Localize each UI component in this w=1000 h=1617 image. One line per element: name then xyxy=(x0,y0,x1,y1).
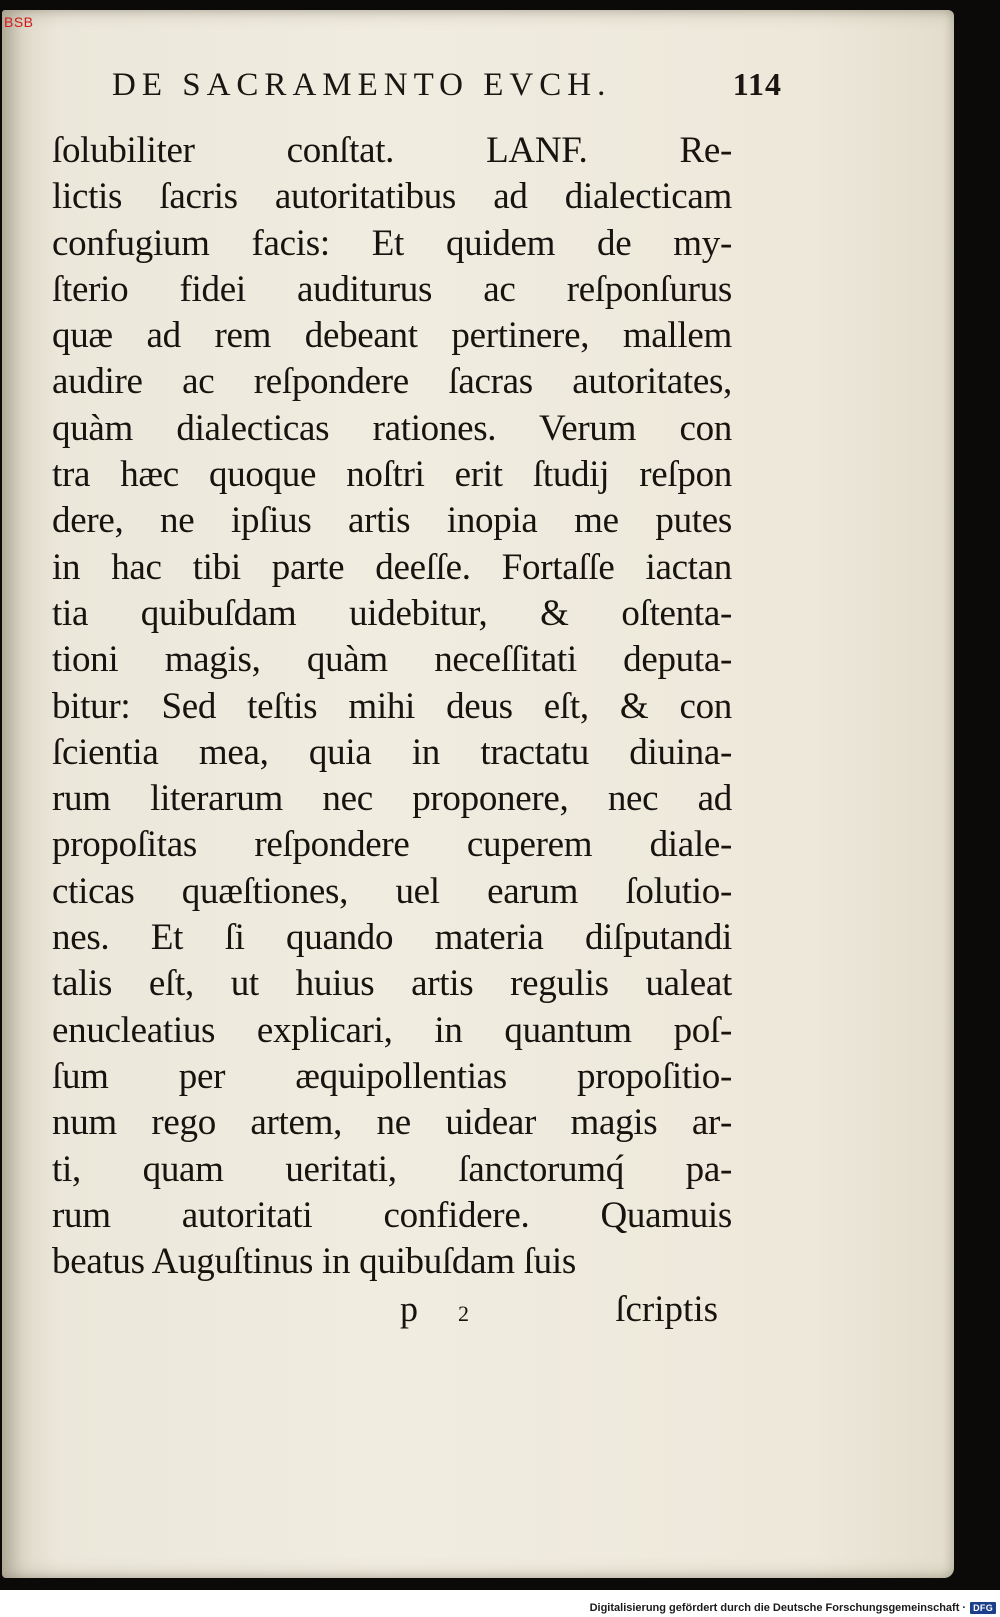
text-line: tioni magis, quàm neceſſitati deputa‑ xyxy=(52,639,732,681)
catchword: ſcriptis xyxy=(615,1289,718,1330)
text-line: audire ac reſpondere ſacras autoritates, xyxy=(52,361,732,403)
text-line: rum autoritati confidere. Quamuis xyxy=(52,1194,732,1236)
text-line: cticas quæſtiones, uel earum ſolutio‑ xyxy=(52,870,732,912)
dfg-logo-icon: DFG xyxy=(970,1602,996,1614)
text-line: ti, quam ueritati, ſanctorumq́ pa‑ xyxy=(52,1148,732,1190)
text-line: quæ ad rem debeant pertinere, mallem xyxy=(52,315,732,357)
text-line: propoſitas reſpondere cuperem diale‑ xyxy=(52,824,732,866)
page-number: 114 xyxy=(732,66,782,102)
text-line: beatus Auguſtinus in quibuſdam ſuis xyxy=(52,1241,576,1283)
text-line: ſcientia mea, quia in tractatu diuina‑ xyxy=(52,731,732,773)
text-line: num rego artem, ne uidear magis ar‑ xyxy=(52,1102,732,1144)
signature-mark: p xyxy=(400,1289,418,1329)
catchline xyxy=(400,1288,718,1331)
text-line: dere, ne ipſius artis inopia me putes xyxy=(52,500,732,542)
text-line: tia quibuſdam uidebitur, & oſtenta‑ xyxy=(52,592,732,634)
text-line: in hac tibi parte deeſſe. Fortaſſe iactan xyxy=(52,546,732,588)
running-title: DE SACRAMENTO EVCH. xyxy=(112,67,612,103)
text-line: confugium facis: Et quidem de my‑ xyxy=(52,222,732,264)
text-line: rum literarum nec proponere, nec ad xyxy=(52,778,732,820)
text-line: ſterio fidei auditurus ac reſponſurus xyxy=(52,268,732,310)
text-line: enucleatius explicari, in quantum poſ‑ xyxy=(52,1009,732,1051)
text-line: talis eſt, ut huius artis regulis ualeat xyxy=(52,963,732,1005)
signature-number: 2 xyxy=(458,1301,469,1326)
library-watermark: BSB xyxy=(4,14,34,30)
text-line: ſum per æquipollentias propoſitio‑ xyxy=(52,1055,732,1097)
body-text xyxy=(52,128,732,1285)
text-line: lictis ſacris autoritatibus ad dialecticam xyxy=(52,176,732,218)
running-head xyxy=(112,66,782,104)
credit-text: Digitalisierung gefördert durch die Deutsche Forschungsgemeinschaft · xyxy=(589,1602,967,1614)
text-line: quàm dialecticas rationes. Verum con xyxy=(52,407,732,449)
text-line: bitur: Sed teſtis mihi deus eſt, & con xyxy=(52,685,732,727)
text-line: nes. Et ſi quando materia diſputandi xyxy=(52,917,732,959)
text-line: tra hæc quoque noſtri erit ſtudij reſpon xyxy=(52,454,732,496)
text-line: ſolubiliter conſtat. LANF. Re‑ xyxy=(52,130,732,171)
digitization-credit xyxy=(590,1602,996,1614)
